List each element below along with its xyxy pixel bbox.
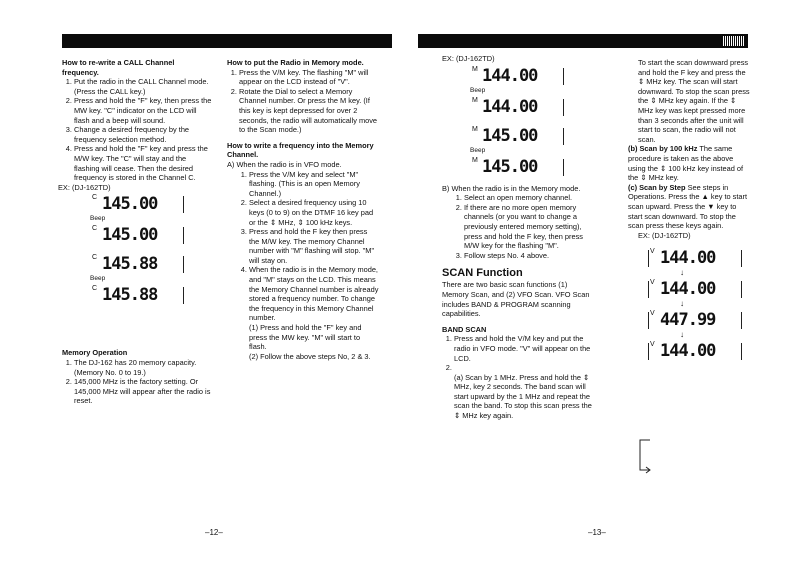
scan-loop-bracket: [636, 436, 656, 506]
heading-write-frequency: How to write a frequency into the Memory Channel.: [227, 140, 374, 160]
lcd-display: M 145.00: [472, 126, 564, 147]
lcd-display: C 145.00: [92, 225, 184, 246]
list-item: 3. Change a desired frequency by the frequency selection method.: [74, 125, 212, 144]
list-item: 3. Follow steps No. 4 above.: [464, 251, 592, 261]
down-arrow-icon: ↓: [680, 330, 684, 340]
lcd-display: V 144.00: [650, 248, 742, 269]
list-item: 2. If there are no more open memory channels (or you want to change a previously entered memory setting), press and hold the F key, then press M/W key for the flashing "M".: [464, 203, 592, 251]
list-item: 1. Press the V/M key. The flashing "M" will appear on the LCD instead of "V".: [239, 68, 379, 87]
list-item: 4. Press and hold the "F" key and press the M/W key. The "C" will stay and the flashing will cease. Then the desired frequency is stored in the Channel C.: [74, 144, 212, 182]
page-number-left: –12–: [205, 528, 223, 537]
column-4: [628, 58, 750, 362]
list-item: 3. Press and hold the F key then press the M/W key. The memory Channel number with "M" flashing will stop. "M" will stay on.: [249, 227, 379, 265]
list-item: [454, 363, 592, 373]
lcd-display: M 145.00: [472, 157, 564, 178]
scan-intro: There are two basic scan functions (1) Memory Scan, and (2) VFO Scan. VFO Scan includes BAND & PROGRAM scanning capabilities.: [442, 280, 590, 319]
lcd-display: M 144.00: [472, 97, 564, 118]
memory-steps: [62, 358, 212, 406]
list-item: 2. Rotate the Dial to select a Memory Channel number. Or press the M key. (If this key is kept depressed for over 2 seconds, the radio will automatically move to the Scan mode.): [239, 87, 379, 135]
beep-label: Beep: [470, 86, 486, 94]
scan-step: (c) Scan by Step See steps in Operations. Press the ▲ key to start scan upward. Press the ▼ key to start scan downward. To stop the scan press these keys again.: [628, 182, 748, 231]
list-item: 1. Select an open memory channel.: [464, 193, 592, 203]
column-3: [442, 54, 592, 421]
scan-100khz: (b) Scan by 100 kHz The same procedure is taken as the above using the ⇕ 100 kHz key instead of the ⇕ MHz key.: [628, 144, 744, 183]
down-arrow-icon: ↓: [680, 299, 684, 309]
list-item: 1. Put the radio in the CALL Channel mode. (Press the CALL key.): [74, 77, 212, 96]
list-item: 2. Select a desired frequency using 10 keys (0 to 9) on the DTMF 16 key pad or the ⇕ MHz, ⇕ 100 kHz keys.: [249, 198, 379, 227]
list-item: 1. Press the V/M key and select "M" flashing. (This is an open Memory Channel.): [249, 170, 379, 199]
section-a: A) When the radio is in VFO mode.: [227, 159, 342, 169]
heading-memory-mode: How to put the Radio in Memory mode.: [227, 58, 364, 67]
column-2: [227, 58, 379, 361]
beep-label: Beep: [90, 215, 106, 223]
section-b: B) When the radio is in the Memory mode.: [442, 183, 581, 193]
beep-label: Beep: [470, 146, 486, 154]
section-b-steps: [442, 193, 592, 260]
list-item: 1. Press and hold the V/M key and put the radio in VFO mode. "V" will appear on the LCD.: [454, 334, 592, 363]
sub-steps: [227, 323, 379, 361]
heading-scan-function: SCAN Function: [442, 267, 523, 280]
page-number-right: –13–: [588, 528, 606, 537]
lcd-display: V 447.99: [650, 310, 742, 331]
scan-down-text: To start the scan downward press and hold the F key and press the ⇕ MHz key. The scan will start downward. To stop the scan press the ⇕ MHz key again. If the ⇕ MHz key was kept pressed more than 3 seconds after the unit will start to scan, the radio will not scan.: [638, 58, 750, 144]
band-scan-a: (a) Scan by 1 MHz. Press and hold the ⇕ MHz, key 2 seconds. The band scan will start upward by the 1 MHz and repeat the scan the band. To stop this scan press the ⇕ MHz key again.: [454, 372, 592, 421]
list-item: (1) Press and hold the "F" key and press the MW key. "M" will start to flash.: [249, 323, 362, 352]
example-label: EX: (DJ-162TD): [638, 230, 691, 240]
rewrite-steps: [62, 77, 212, 183]
list-item: (2) Follow the above steps No, 2 & 3.: [249, 351, 371, 361]
lcd-display: V 144.00: [650, 279, 742, 300]
example-label: EX: (DJ-162TD): [442, 54, 495, 63]
heading-memory-operation: Memory Operation: [62, 348, 128, 358]
header-bar-right: [418, 34, 748, 48]
lcd-display: V 144.00: [650, 341, 742, 362]
beep-label: Beep: [90, 275, 106, 283]
heading-band-scan: BAND SCAN: [442, 324, 487, 334]
column-1: [58, 58, 212, 406]
lcd-display: C 145.88: [92, 254, 184, 275]
list-item: 2. Press and hold the "F" key, then press the MW key. "C" indicator on the LCD will flash and a beep will sound.: [74, 96, 212, 125]
down-arrow-icon: ↓: [680, 268, 684, 278]
section-a-steps: [227, 170, 379, 324]
heading-rewrite-call: How to re-write a CALL Channel frequency.: [62, 58, 175, 77]
lcd-display: M 144.00: [472, 66, 564, 87]
list-item: 1. The DJ-162 has 20 memory capacity. (Memory No. 0 to 19.): [74, 358, 212, 377]
lcd-display: C 145.88: [92, 285, 184, 306]
memory-mode-steps: [227, 68, 379, 135]
band-scan-steps: [442, 334, 592, 372]
header-bar-left: [62, 34, 392, 48]
header-hatch: [723, 36, 745, 46]
example-label: EX: (DJ-162TD): [58, 182, 111, 192]
list-item: 2. 145,000 MHz is the factory setting. Or 145,000 MHz will appear after the radio is reset.: [74, 377, 212, 406]
lcd-display: C 145.00: [92, 194, 184, 215]
list-item: 4. When the radio is in the Memory mode, and "M" stays on the LCD. This means the Memory Channel number is already stored a frequency number. To change the frequency in this Memory Channel number.: [249, 265, 379, 323]
